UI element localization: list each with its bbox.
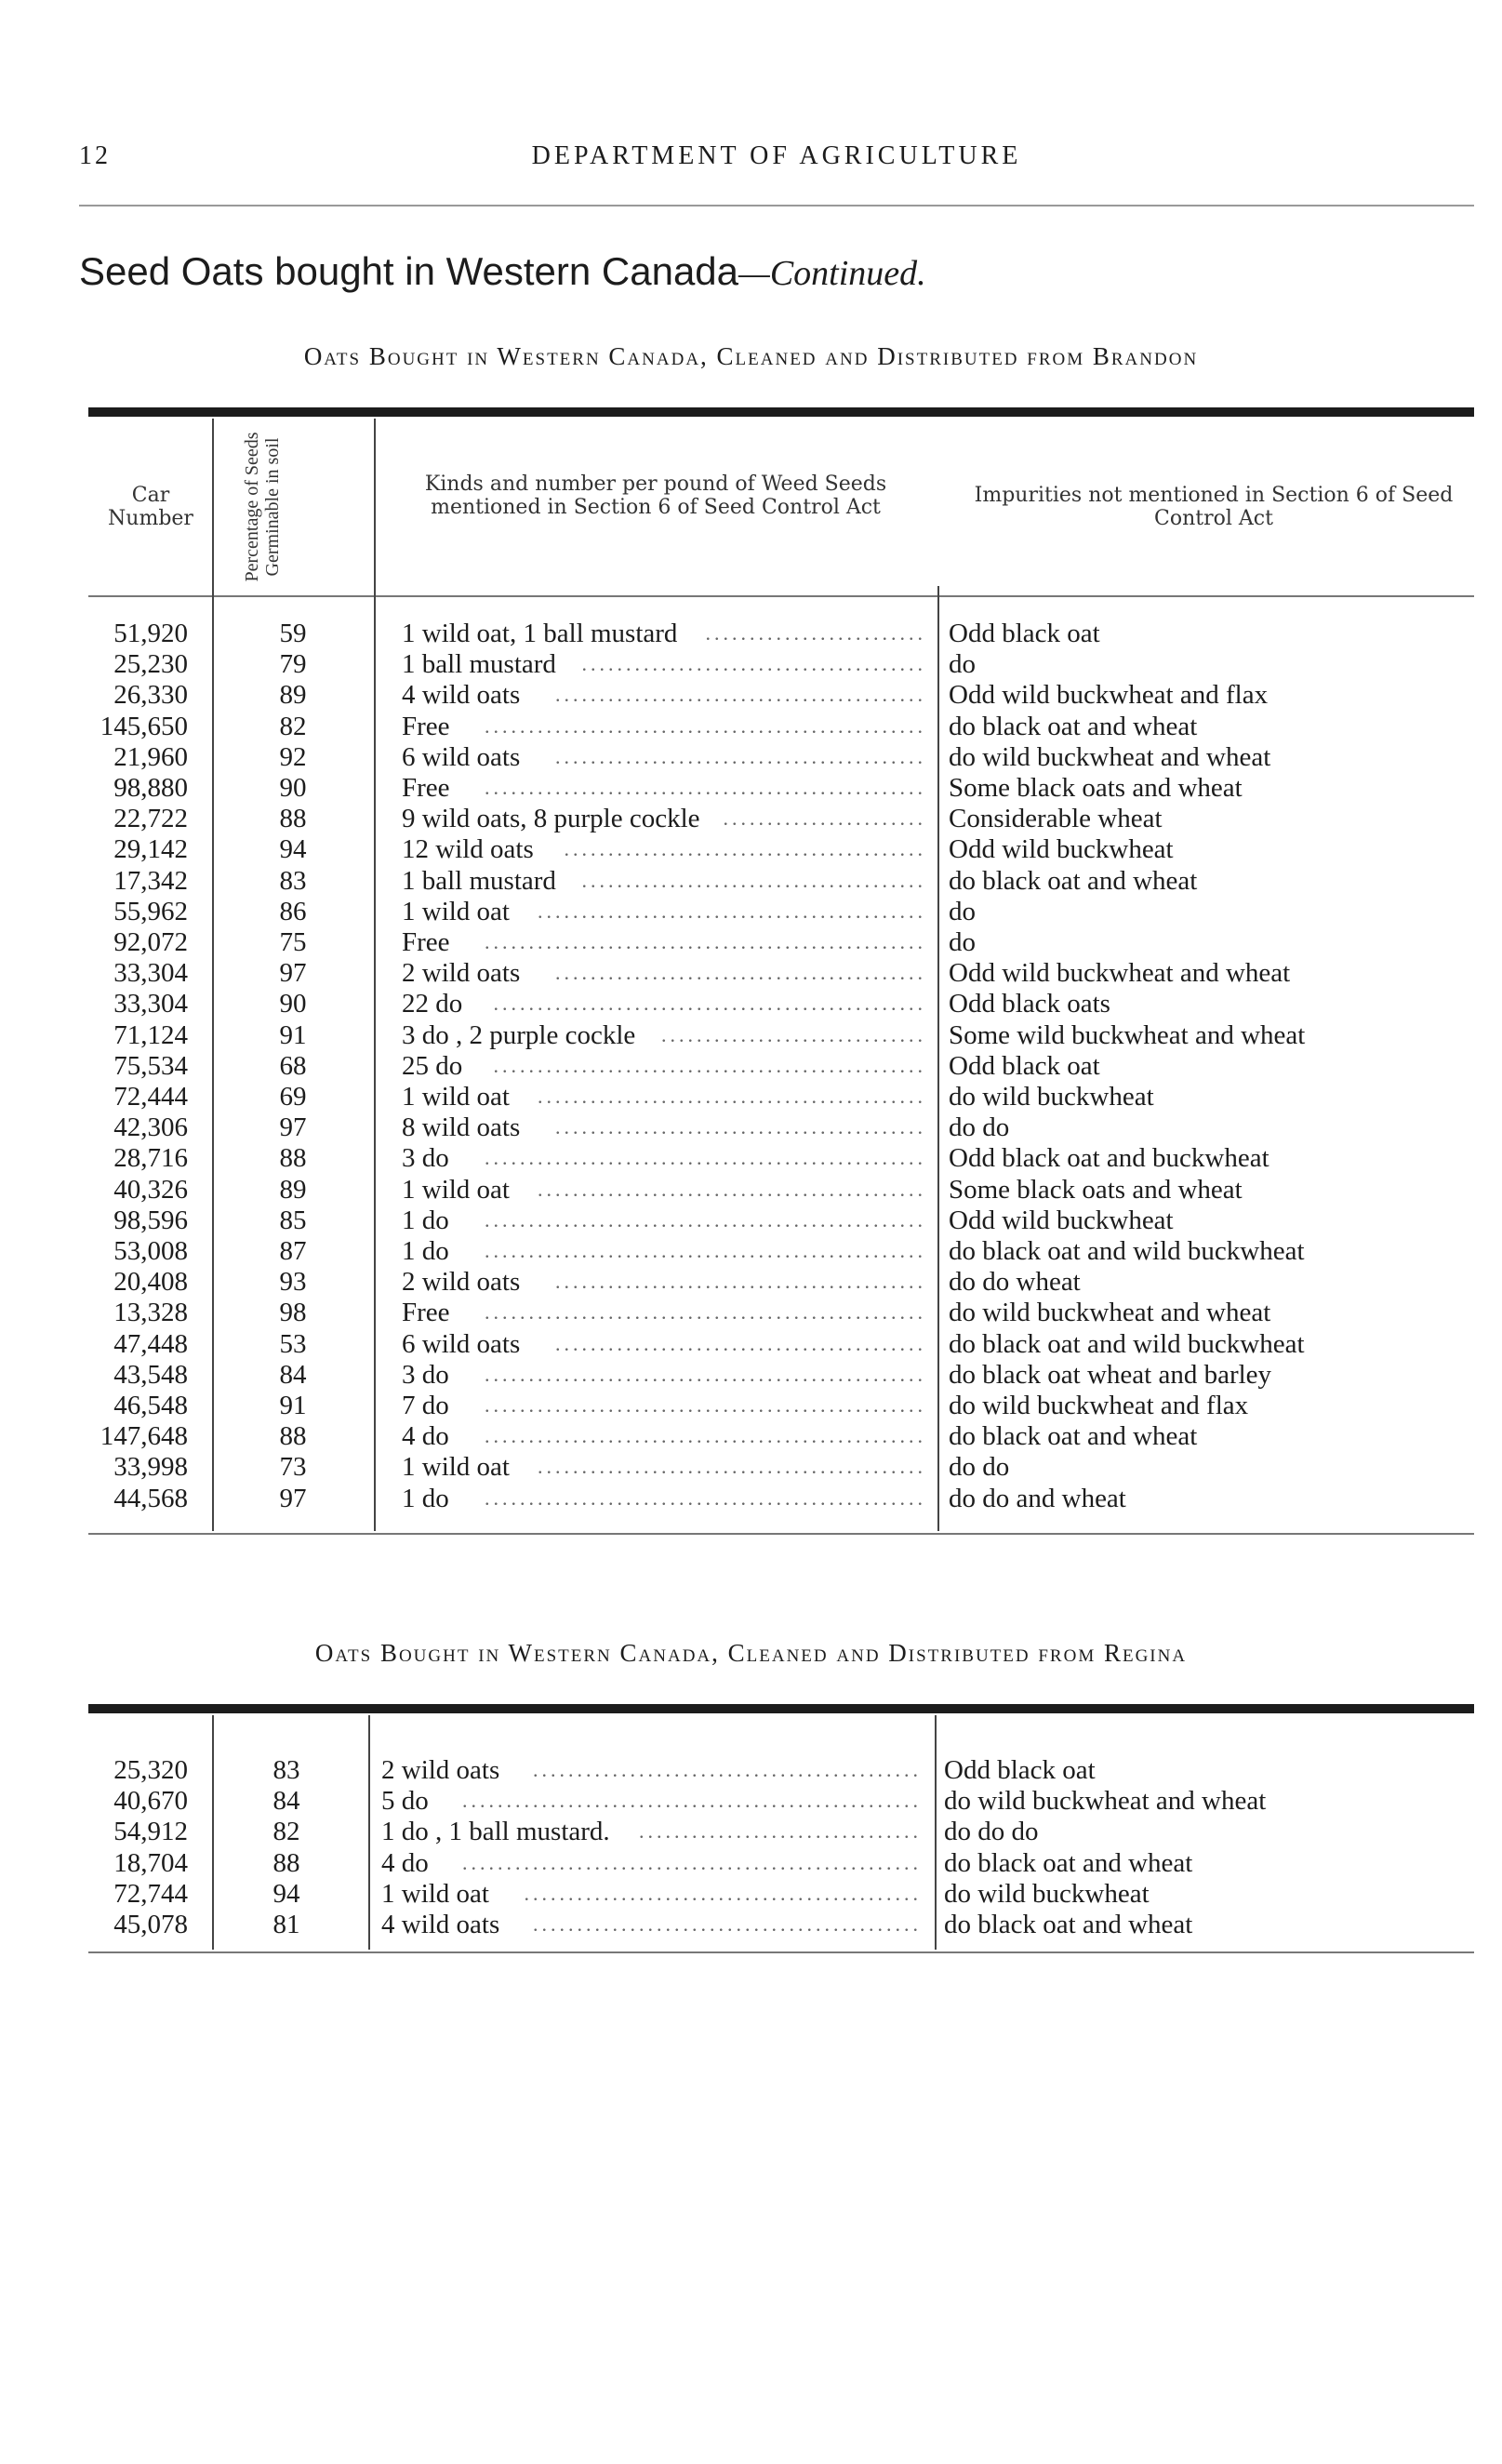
car-number-cell: 40,670 xyxy=(113,1786,188,1817)
table-row xyxy=(0,1754,1502,1786)
percentage-cell: 73 xyxy=(279,1452,307,1483)
percentage-cell: 81 xyxy=(272,1910,300,1939)
impurities-cell: do black oat and wheat xyxy=(949,865,1198,896)
table-row xyxy=(0,711,1502,742)
table-row xyxy=(0,1878,1502,1910)
weed-seeds-cell: 6 wild oats xyxy=(402,741,521,772)
table-row xyxy=(0,1205,1502,1236)
impurities-cell: do wild buckwheat xyxy=(944,1878,1150,1909)
page-title xyxy=(79,249,926,294)
table-row xyxy=(0,1847,1502,1879)
leader-dots: .................................................. xyxy=(485,776,926,799)
leader-dots: ................................ xyxy=(639,1819,922,1844)
leader-dots: ....................................... xyxy=(581,868,926,892)
leader-dots: ................................................. xyxy=(493,992,926,1016)
percentage-cell: 59 xyxy=(279,619,307,648)
leader-dots: ....................................... xyxy=(581,652,926,676)
table-row xyxy=(0,957,1502,989)
car-number-cell: 72,444 xyxy=(113,1082,188,1112)
leader-dots: .......................................... xyxy=(555,744,926,768)
leader-dots: .................................................. xyxy=(485,1362,926,1386)
impurities-cell: do do and wheat xyxy=(949,1483,1126,1513)
weed-seeds-cell: 1 wild oat xyxy=(402,896,510,926)
car-number-cell: 51,920 xyxy=(113,619,188,648)
car-number-cell: 47,448 xyxy=(113,1328,188,1359)
weed-seeds-cell: 1 wild oat xyxy=(402,1174,510,1205)
table-row xyxy=(0,1909,1502,1940)
car-number-cell: 53,008 xyxy=(113,1236,188,1266)
percentage-cell: 89 xyxy=(279,680,307,711)
percentage-cell: 83 xyxy=(279,865,307,896)
percentage-cell: 92 xyxy=(279,741,307,772)
impurities-cell: do xyxy=(949,927,976,957)
percentage-cell: 94 xyxy=(279,834,307,865)
impurities-cell: Odd wild buckwheat xyxy=(949,834,1174,865)
percentage-cell: 84 xyxy=(272,1786,300,1817)
impurities-cell: Some black oats and wheat xyxy=(949,773,1243,803)
impurities-cell: do black oat and wild buckwheat xyxy=(949,1236,1305,1266)
car-number-cell: 46,548 xyxy=(113,1391,188,1420)
impurities-cell: Considerable wheat xyxy=(949,804,1163,834)
weed-seeds-cell: 5 do xyxy=(381,1786,429,1817)
page-title-main: Seed Oats bought in Western Canada xyxy=(79,249,739,293)
percentage-cell: 87 xyxy=(279,1236,307,1266)
weed-seeds-cell: 4 wild oats xyxy=(381,1910,500,1939)
regina-bottom-rule xyxy=(88,1951,1474,1953)
percentage-cell: 97 xyxy=(279,958,307,989)
leader-dots: .................................................. xyxy=(485,1207,926,1232)
car-number-cell: 45,078 xyxy=(113,1910,188,1939)
percentage-cell: 97 xyxy=(279,1112,307,1143)
impurities-cell: do do do xyxy=(944,1817,1039,1847)
table-row xyxy=(0,772,1502,804)
percentage-cell: 89 xyxy=(279,1174,307,1205)
leader-dots: .......................................... xyxy=(555,1115,926,1139)
percentage-cell: 86 xyxy=(279,896,307,926)
car-number-cell: 18,704 xyxy=(113,1847,188,1878)
impurities-cell: do black oat and wheat xyxy=(944,1847,1193,1878)
leader-dots: .................................................. xyxy=(485,713,926,738)
table-row xyxy=(0,1785,1502,1817)
column-header-kinds: Kinds and number per pound of Weed Seeds mentioned in Section 6 of Seed Control Act xyxy=(424,473,887,519)
leader-dots: .......................................... xyxy=(555,961,926,985)
car-number-cell: 72,744 xyxy=(113,1878,188,1909)
impurities-cell: do wild buckwheat and wheat xyxy=(949,1298,1271,1328)
page-title-continued: —Continued. xyxy=(738,254,926,293)
percentage-cell: 91 xyxy=(279,1391,307,1420)
weed-seeds-cell: Free xyxy=(402,711,450,741)
weed-seeds-cell: 1 do xyxy=(402,1483,449,1513)
weed-seeds-cell: 22 do xyxy=(402,989,463,1019)
leader-dots: .................................................. xyxy=(485,1146,926,1170)
leader-dots: ............................................ xyxy=(538,899,926,923)
percentage-cell: 88 xyxy=(272,1847,300,1878)
leader-dots: .................................................... xyxy=(462,1789,922,1813)
car-number-cell: 20,408 xyxy=(113,1267,188,1298)
impurities-cell: Odd black oat xyxy=(949,619,1100,648)
column-header-car: Car Number xyxy=(108,484,193,530)
leader-dots: .................................................. xyxy=(485,1239,926,1262)
weed-seeds-cell: 3 do , 2 purple cockle xyxy=(402,1019,636,1050)
weed-seeds-cell: 4 do xyxy=(402,1421,449,1452)
weed-seeds-cell: 6 wild oats xyxy=(402,1328,521,1359)
table-row xyxy=(0,1451,1502,1483)
table-row xyxy=(0,1019,1502,1051)
table-row xyxy=(0,1483,1502,1514)
weed-seeds-cell: 2 wild oats xyxy=(402,1267,521,1298)
leader-dots: ......................... xyxy=(705,621,926,645)
impurities-cell: Odd black oat xyxy=(949,1050,1100,1081)
weed-seeds-cell: 1 ball mustard xyxy=(402,649,556,680)
leader-dots: .......................................... xyxy=(555,1270,926,1294)
impurities-cell: do black oat and wheat xyxy=(949,711,1198,741)
percentage-cell: 69 xyxy=(279,1082,307,1112)
car-number-cell: 98,880 xyxy=(113,773,188,803)
leader-dots: .................................................... xyxy=(462,1850,922,1874)
weed-seeds-cell: 1 wild oat xyxy=(402,1452,510,1483)
percentage-cell: 84 xyxy=(279,1359,307,1390)
table-row xyxy=(0,865,1502,897)
table-row xyxy=(0,988,1502,1019)
table-row xyxy=(0,1359,1502,1391)
car-number-cell: 55,962 xyxy=(113,896,188,926)
weed-seeds-cell: 25 do xyxy=(402,1050,463,1081)
car-number-cell: 71,124 xyxy=(113,1019,188,1050)
weed-seeds-cell: Free xyxy=(402,773,450,803)
leader-dots: ......................................... xyxy=(564,837,926,861)
impurities-cell: do wild buckwheat and flax xyxy=(949,1391,1249,1420)
impurities-cell: do black oat and wheat xyxy=(949,1421,1198,1452)
weed-seeds-cell: 1 ball mustard xyxy=(402,865,556,896)
impurities-cell: do xyxy=(949,896,976,926)
percentage-cell: 82 xyxy=(272,1817,300,1847)
impurities-cell: Some black oats and wheat xyxy=(949,1174,1243,1205)
leader-dots: .................................................. xyxy=(485,1300,926,1325)
table-row xyxy=(0,1081,1502,1112)
leader-dots: ............................................ xyxy=(533,1912,922,1936)
leader-dots: .................................................. xyxy=(485,1393,926,1417)
table-row xyxy=(0,803,1502,834)
car-number-cell: 17,342 xyxy=(113,865,188,896)
weed-seeds-cell: 8 wild oats xyxy=(402,1112,521,1143)
car-number-cell: 21,960 xyxy=(113,741,188,772)
percentage-cell: 91 xyxy=(279,1019,307,1050)
percentage-cell: 90 xyxy=(279,773,307,803)
car-number-cell: 40,326 xyxy=(113,1174,188,1205)
percentage-cell: 94 xyxy=(272,1878,300,1909)
percentage-cell: 88 xyxy=(279,1421,307,1452)
table-row xyxy=(0,1235,1502,1267)
percentage-cell: 82 xyxy=(279,711,307,741)
weed-seeds-cell: 1 do xyxy=(402,1205,449,1235)
percentage-cell: 83 xyxy=(272,1755,300,1785)
impurities-cell: do do xyxy=(949,1112,1010,1143)
car-number-cell: 145,650 xyxy=(100,711,188,741)
impurities-cell: do do xyxy=(949,1452,1010,1483)
percentage-cell: 68 xyxy=(279,1050,307,1081)
leader-dots: .............................. xyxy=(661,1022,926,1046)
car-number-cell: 25,230 xyxy=(113,649,188,680)
weed-seeds-cell: 2 wild oats xyxy=(381,1755,500,1785)
percentage-cell: 93 xyxy=(279,1267,307,1298)
impurities-cell: Odd wild buckwheat and flax xyxy=(949,680,1269,711)
impurities-cell: do black oat and wheat xyxy=(944,1910,1193,1939)
table-row xyxy=(0,926,1502,958)
leader-dots: .................................................. xyxy=(485,930,926,953)
impurities-cell: do wild buckwheat and wheat xyxy=(944,1786,1267,1817)
table-row xyxy=(0,1142,1502,1174)
car-number-cell: 147,648 xyxy=(100,1421,188,1452)
brandon-top-rule xyxy=(88,407,1474,417)
weed-seeds-cell: 2 wild oats xyxy=(402,958,521,989)
leader-dots: ............................................ xyxy=(538,1177,926,1201)
percentage-cell: 85 xyxy=(279,1205,307,1235)
impurities-cell: do do wheat xyxy=(949,1267,1081,1298)
car-number-cell: 26,330 xyxy=(113,680,188,711)
regina-section-title: Oats Bought in Western Canada, Cleaned and Distributed from Regina xyxy=(314,1639,1188,1667)
percentage-cell: 79 xyxy=(279,649,307,680)
leader-dots: .......................................... xyxy=(555,1331,926,1355)
percentage-cell: 88 xyxy=(279,1143,307,1174)
table-row xyxy=(0,1816,1502,1847)
car-number-cell: 33,998 xyxy=(113,1452,188,1483)
weed-seeds-cell: 1 wild oat xyxy=(381,1878,489,1909)
running-head xyxy=(79,141,1474,179)
car-number-cell: 29,142 xyxy=(113,834,188,865)
percentage-cell: 75 xyxy=(279,927,307,957)
impurities-cell: Some wild buckwheat and wheat xyxy=(949,1019,1306,1050)
car-number-cell: 33,304 xyxy=(113,989,188,1019)
table-row xyxy=(0,896,1502,927)
weed-seeds-cell: 9 wild oats, 8 purple cockle xyxy=(402,804,700,834)
weed-seeds-cell: Free xyxy=(402,1298,450,1328)
weed-seeds-cell: 12 wild oats xyxy=(402,834,534,865)
impurities-cell: Odd wild buckwheat and wheat xyxy=(949,958,1291,989)
impurities-cell: Odd black oat and buckwheat xyxy=(949,1143,1269,1174)
weed-seeds-cell: 1 do xyxy=(402,1236,449,1266)
car-number-cell: 92,072 xyxy=(113,927,188,957)
impurities-cell: do black oat and wild buckwheat xyxy=(949,1328,1305,1359)
car-number-cell: 54,912 xyxy=(113,1817,188,1847)
weed-seeds-cell: Free xyxy=(402,927,450,957)
table-row xyxy=(0,1050,1502,1082)
brandon-header-rule xyxy=(88,595,1474,597)
car-number-cell: 98,596 xyxy=(113,1205,188,1235)
column-header-impurities: Impurities not mentioned in Section 6 of Seed Control Act xyxy=(974,484,1454,530)
impurities-cell: do xyxy=(949,649,976,680)
leader-dots: ................................................. xyxy=(493,1053,926,1077)
car-number-cell: 75,534 xyxy=(113,1050,188,1081)
weed-seeds-cell: 1 do , 1 ball mustard. xyxy=(381,1817,610,1847)
car-number-cell: 44,568 xyxy=(113,1483,188,1513)
table-row xyxy=(0,1266,1502,1298)
percentage-cell: 98 xyxy=(279,1298,307,1328)
car-number-cell: 42,306 xyxy=(113,1112,188,1143)
table-row xyxy=(0,1328,1502,1360)
department-title: DEPARTMENT OF AGRICULTURE xyxy=(531,141,1022,170)
percentage-cell: 97 xyxy=(279,1483,307,1513)
leader-dots: .......................................... xyxy=(555,683,926,707)
leader-dots: .................................................. xyxy=(485,1424,926,1448)
impurities-cell: do wild buckwheat and wheat xyxy=(949,741,1271,772)
page-number: 12 xyxy=(79,141,111,170)
car-number-cell: 43,548 xyxy=(113,1359,188,1390)
weed-seeds-cell: 3 do xyxy=(402,1143,449,1174)
weed-seeds-cell: 1 wild oat, 1 ball mustard xyxy=(402,619,678,648)
table-row xyxy=(0,833,1502,865)
weed-seeds-cell: 4 do xyxy=(381,1847,429,1878)
table-row xyxy=(0,1112,1502,1143)
table-row xyxy=(0,1297,1502,1328)
header-divider xyxy=(79,205,1474,206)
impurities-cell: do black oat wheat and barley xyxy=(949,1359,1272,1390)
car-number-cell: 28,716 xyxy=(113,1143,188,1174)
weed-seeds-cell: 1 wild oat xyxy=(402,1082,510,1112)
car-number-cell: 25,320 xyxy=(113,1755,188,1785)
table-row xyxy=(0,679,1502,711)
leader-dots: ....................... xyxy=(723,806,926,831)
percentage-cell: 88 xyxy=(279,804,307,834)
column-header-percentage: Percentage of Seeds Germinable in soil xyxy=(242,432,283,582)
table-row xyxy=(0,648,1502,680)
leader-dots: .................................................. xyxy=(485,1485,926,1510)
table-row xyxy=(0,1174,1502,1205)
car-number-cell: 33,304 xyxy=(113,958,188,989)
leader-dots: ............................................ xyxy=(538,1455,926,1479)
percentage-cell: 90 xyxy=(279,989,307,1019)
impurities-cell: Odd black oat xyxy=(944,1755,1096,1785)
leader-dots: ............................................ xyxy=(533,1758,922,1781)
table-row xyxy=(0,1390,1502,1421)
impurities-cell: Odd black oats xyxy=(949,989,1110,1019)
weed-seeds-cell: 3 do xyxy=(402,1359,449,1390)
car-number-cell: 22,722 xyxy=(113,804,188,834)
table-row xyxy=(0,741,1502,773)
car-number-cell: 13,328 xyxy=(113,1298,188,1328)
impurities-cell: Odd wild buckwheat xyxy=(949,1205,1174,1235)
impurities-cell: do wild buckwheat xyxy=(949,1082,1154,1112)
table-row xyxy=(0,1420,1502,1452)
leader-dots: ............................................. xyxy=(524,1881,922,1905)
leader-dots: ............................................ xyxy=(538,1085,926,1108)
percentage-cell: 53 xyxy=(279,1328,307,1359)
table-row xyxy=(0,618,1502,649)
weed-seeds-cell: 4 wild oats xyxy=(402,680,521,711)
regina-top-rule xyxy=(88,1704,1474,1713)
brandon-section-title: Oats Bought in Western Canada, Cleaned and Distributed from Brandon xyxy=(303,342,1199,370)
brandon-bottom-rule xyxy=(88,1533,1474,1535)
weed-seeds-cell: 7 do xyxy=(402,1391,449,1420)
